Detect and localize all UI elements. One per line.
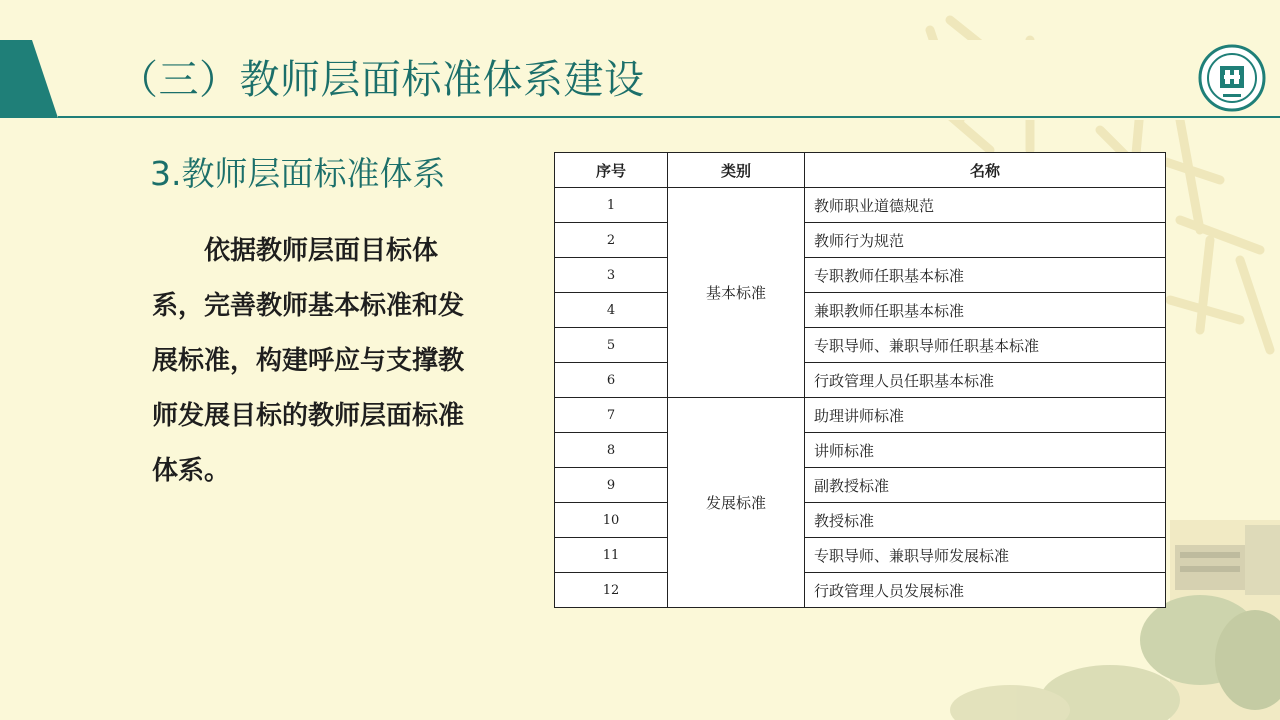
- slide-title: （三）教师层面标准体系建设: [118, 57, 645, 103]
- table-header-row: [555, 153, 1166, 188]
- row-name: 教授标准: [805, 503, 1166, 538]
- row-name: 副教授标准: [805, 468, 1166, 503]
- row-number: 4: [555, 293, 668, 328]
- row-name: 专职教师任职基本标准: [805, 258, 1166, 293]
- row-number: 8: [555, 433, 668, 468]
- table-row: [555, 398, 1166, 433]
- header-num: 序号: [555, 153, 668, 188]
- row-name: 教师行为规范: [805, 223, 1166, 258]
- table-row: [555, 223, 1166, 258]
- table-row: [555, 433, 1166, 468]
- row-name: 教师职业道德规范: [805, 188, 1166, 223]
- header-category: 类别: [668, 153, 805, 188]
- row-name: 兼职教师任职基本标准: [805, 293, 1166, 328]
- table-row: [555, 293, 1166, 328]
- row-name: 助理讲师标准: [805, 398, 1166, 433]
- row-number: 1: [555, 188, 668, 223]
- row-name: 行政管理人员发展标准: [805, 573, 1166, 608]
- table-row: [555, 573, 1166, 608]
- table-row: [555, 258, 1166, 293]
- row-number: 3: [555, 258, 668, 293]
- body-paragraph: 依据教师层面目标体系，完善教师基本标准和发展标准，构建呼应与支撑教师发展目标的教师层面标准体系。: [152, 236, 465, 486]
- row-number: 9: [555, 468, 668, 503]
- row-number: 6: [555, 363, 668, 398]
- row-category: 基本标准: [668, 188, 805, 398]
- table-row: [555, 363, 1166, 398]
- row-category: 发展标准: [668, 398, 805, 608]
- standards-table: [554, 152, 1166, 608]
- row-number: 2: [555, 223, 668, 258]
- header-name: 名称: [805, 153, 1166, 188]
- table-row: [555, 468, 1166, 503]
- row-number: 7: [555, 398, 668, 433]
- table-row: [555, 538, 1166, 573]
- section-subtitle: 3.教师层面标准体系: [150, 154, 446, 193]
- row-number: 12: [555, 573, 668, 608]
- row-name: 专职导师、兼职导师发展标准: [805, 538, 1166, 573]
- row-number: 5: [555, 328, 668, 363]
- table-row: [555, 503, 1166, 538]
- school-emblem-icon: [1198, 44, 1266, 112]
- row-number: 11: [555, 538, 668, 573]
- row-name: 行政管理人员任职基本标准: [805, 363, 1166, 398]
- row-name: 讲师标准: [805, 433, 1166, 468]
- table-row: [555, 188, 1166, 223]
- row-name: 专职导师、兼职导师任职基本标准: [805, 328, 1166, 363]
- table-row: [555, 328, 1166, 363]
- row-number: 10: [555, 503, 668, 538]
